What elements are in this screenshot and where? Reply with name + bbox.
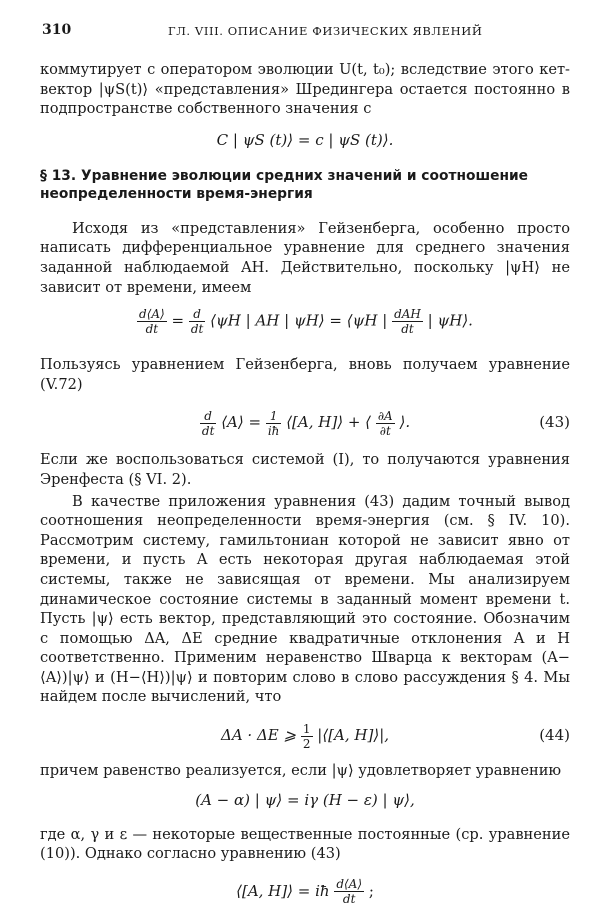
- paragraph-2: Исходя из «представления» Гейзенберга, особенно просто написать дифференциальное уравнение для среднего значения заданной наблюдаемой AH. Действительно, поскольку |ψH⟩ не зависит от времени, имеем: [40, 219, 570, 296]
- paragraph-1: коммутирует с оператором эволюции U(t, t₀); вследствие этого кет-вектор |ψS(t)⟩ «представления» Шредингера остается постоянно в подпространстве собственного значения c: [40, 61, 570, 118]
- running-title: ГЛ. VIII. ОПИСАНИЕ ФИЗИЧЕСКИХ ЯВЛЕНИЙ: [168, 24, 483, 38]
- paragraph-3: Пользуясь уравнением Гейзенберга, вновь получаем уравнение (V.72): [40, 356, 570, 393]
- equation-43: $\frac{d}{dt}$ ⟨A⟩ = $\frac{1}{iħ}$ ⟨[A, H]⟩ + ⟨ $\frac{\partial A}{\partial t}$ ⟩. (43): [40, 402, 570, 442]
- running-header: [40, 22, 570, 44]
- equation-number-43: (43): [539, 413, 570, 432]
- equation-1: C | ψS (t)⟩ = c | ψS (t)⟩.: [216, 130, 394, 149]
- page: [40, 22, 570, 910]
- paragraph-6: причем равенство реализуется, если |ψ⟩ удовлетворяет уравнению: [40, 762, 562, 780]
- page-number: 310: [42, 22, 72, 38]
- equation-2: $\frac{d⟨A⟩}{dt}$ = $\frac{d}{dt}$ ⟨ψH | AH | ψH⟩ = ⟨ψH | $\frac{\text{dAH}}{dt}$ | ψH⟩.: [139, 307, 473, 337]
- equation-6: ⟨[A, H]⟩ = iħ $\frac{d⟨A⟩}{dt}$ ;: [236, 877, 374, 907]
- equation-44: ΔA · ΔE ⩾ $\frac{1}{2}$ |⟨[A, H]⟩|, (44): [40, 715, 570, 755]
- paragraph-7: где α, γ и ε — некоторые вещественные постоянные (ср. уравнение (10)). Однако согласно уравнению (43): [40, 825, 570, 863]
- paragraph-4: Если же воспользоваться системой (I), то получаются уравнения Эренфеста (§ VI. 2).: [40, 451, 570, 488]
- paragraph-5: В качестве приложения уравнения (43) дадим точный вывод соотношения неопределенности время-энергия (см. § IV. 10). Рассмотрим систему, гамильтониан которой не зависит явно от времени, и пусть A есть некоторая другая наблюдаемая этой системы, также не зависящая от времени. Мы анализируем динамическое состояние системы в заданный момент времени t. Пусть |ψ⟩ есть вектор, представляющий это состояние. Обозначим с помощью ΔA, ΔE средние квадратичные отклонения A и H соответственно. Применим неравенство Шварца к векторам (A−⟨A⟩)|ψ⟩ и (H−⟨H⟩)|ψ⟩ и повторим слово в слово рассуждения § 4. Мы найдем после вычислений, что: [40, 492, 570, 706]
- equation-number-44: (44): [539, 726, 570, 745]
- section-heading: § 13. Уравнение эволюции средних значений и соотношение неопределенности время-энергия: [40, 167, 529, 202]
- equation-5: (A − α) | ψ⟩ = iγ (H − ε) | ψ⟩,: [195, 790, 415, 809]
